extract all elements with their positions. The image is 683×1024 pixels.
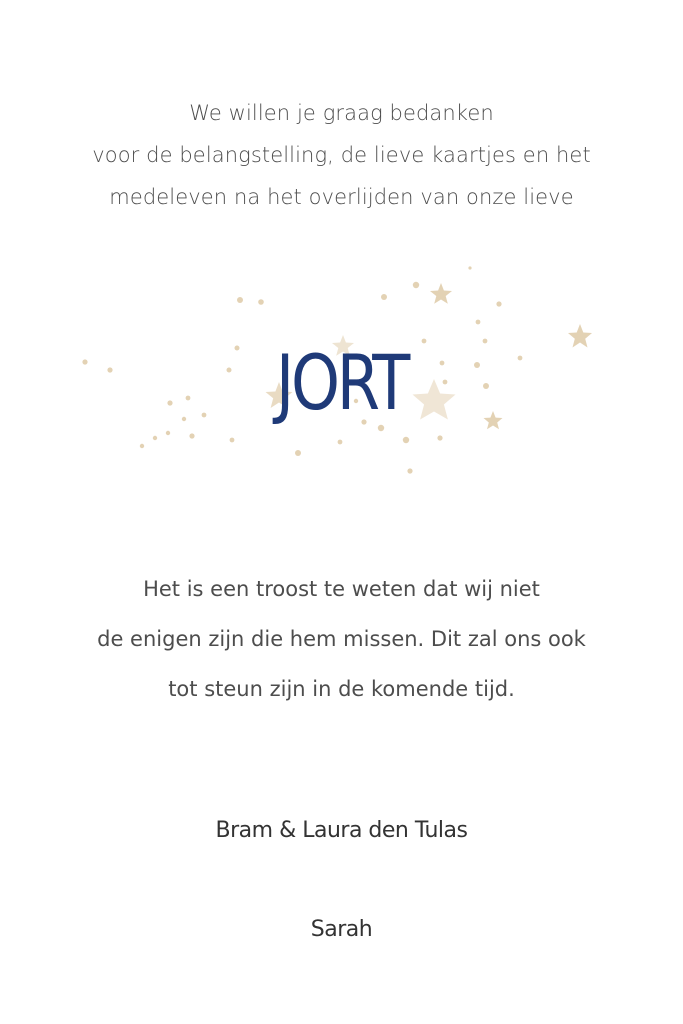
- signature-sibling: Sarah: [310, 917, 373, 942]
- message-line-2: de enigen zijn die hem missen. Dit zal ons ook: [97, 627, 586, 651]
- deceased-name: JORT: [275, 338, 408, 427]
- intro-line-3: medeleven na het overlijden van onze lieve: [109, 185, 574, 209]
- signature-parents: Bram & Laura den Tulas: [215, 818, 468, 843]
- message-text: [0, 564, 683, 714]
- intro-line-2: voor de belangstelling, de lieve kaartjes en het: [92, 143, 591, 167]
- intro-line-1: We willen je graag bedanken: [189, 101, 494, 125]
- intro-text: [0, 92, 683, 218]
- message-line-3: tot steun zijn in de komende tijd.: [168, 677, 515, 701]
- message-line-1: Het is een troost te weten dat wij niet: [143, 577, 540, 601]
